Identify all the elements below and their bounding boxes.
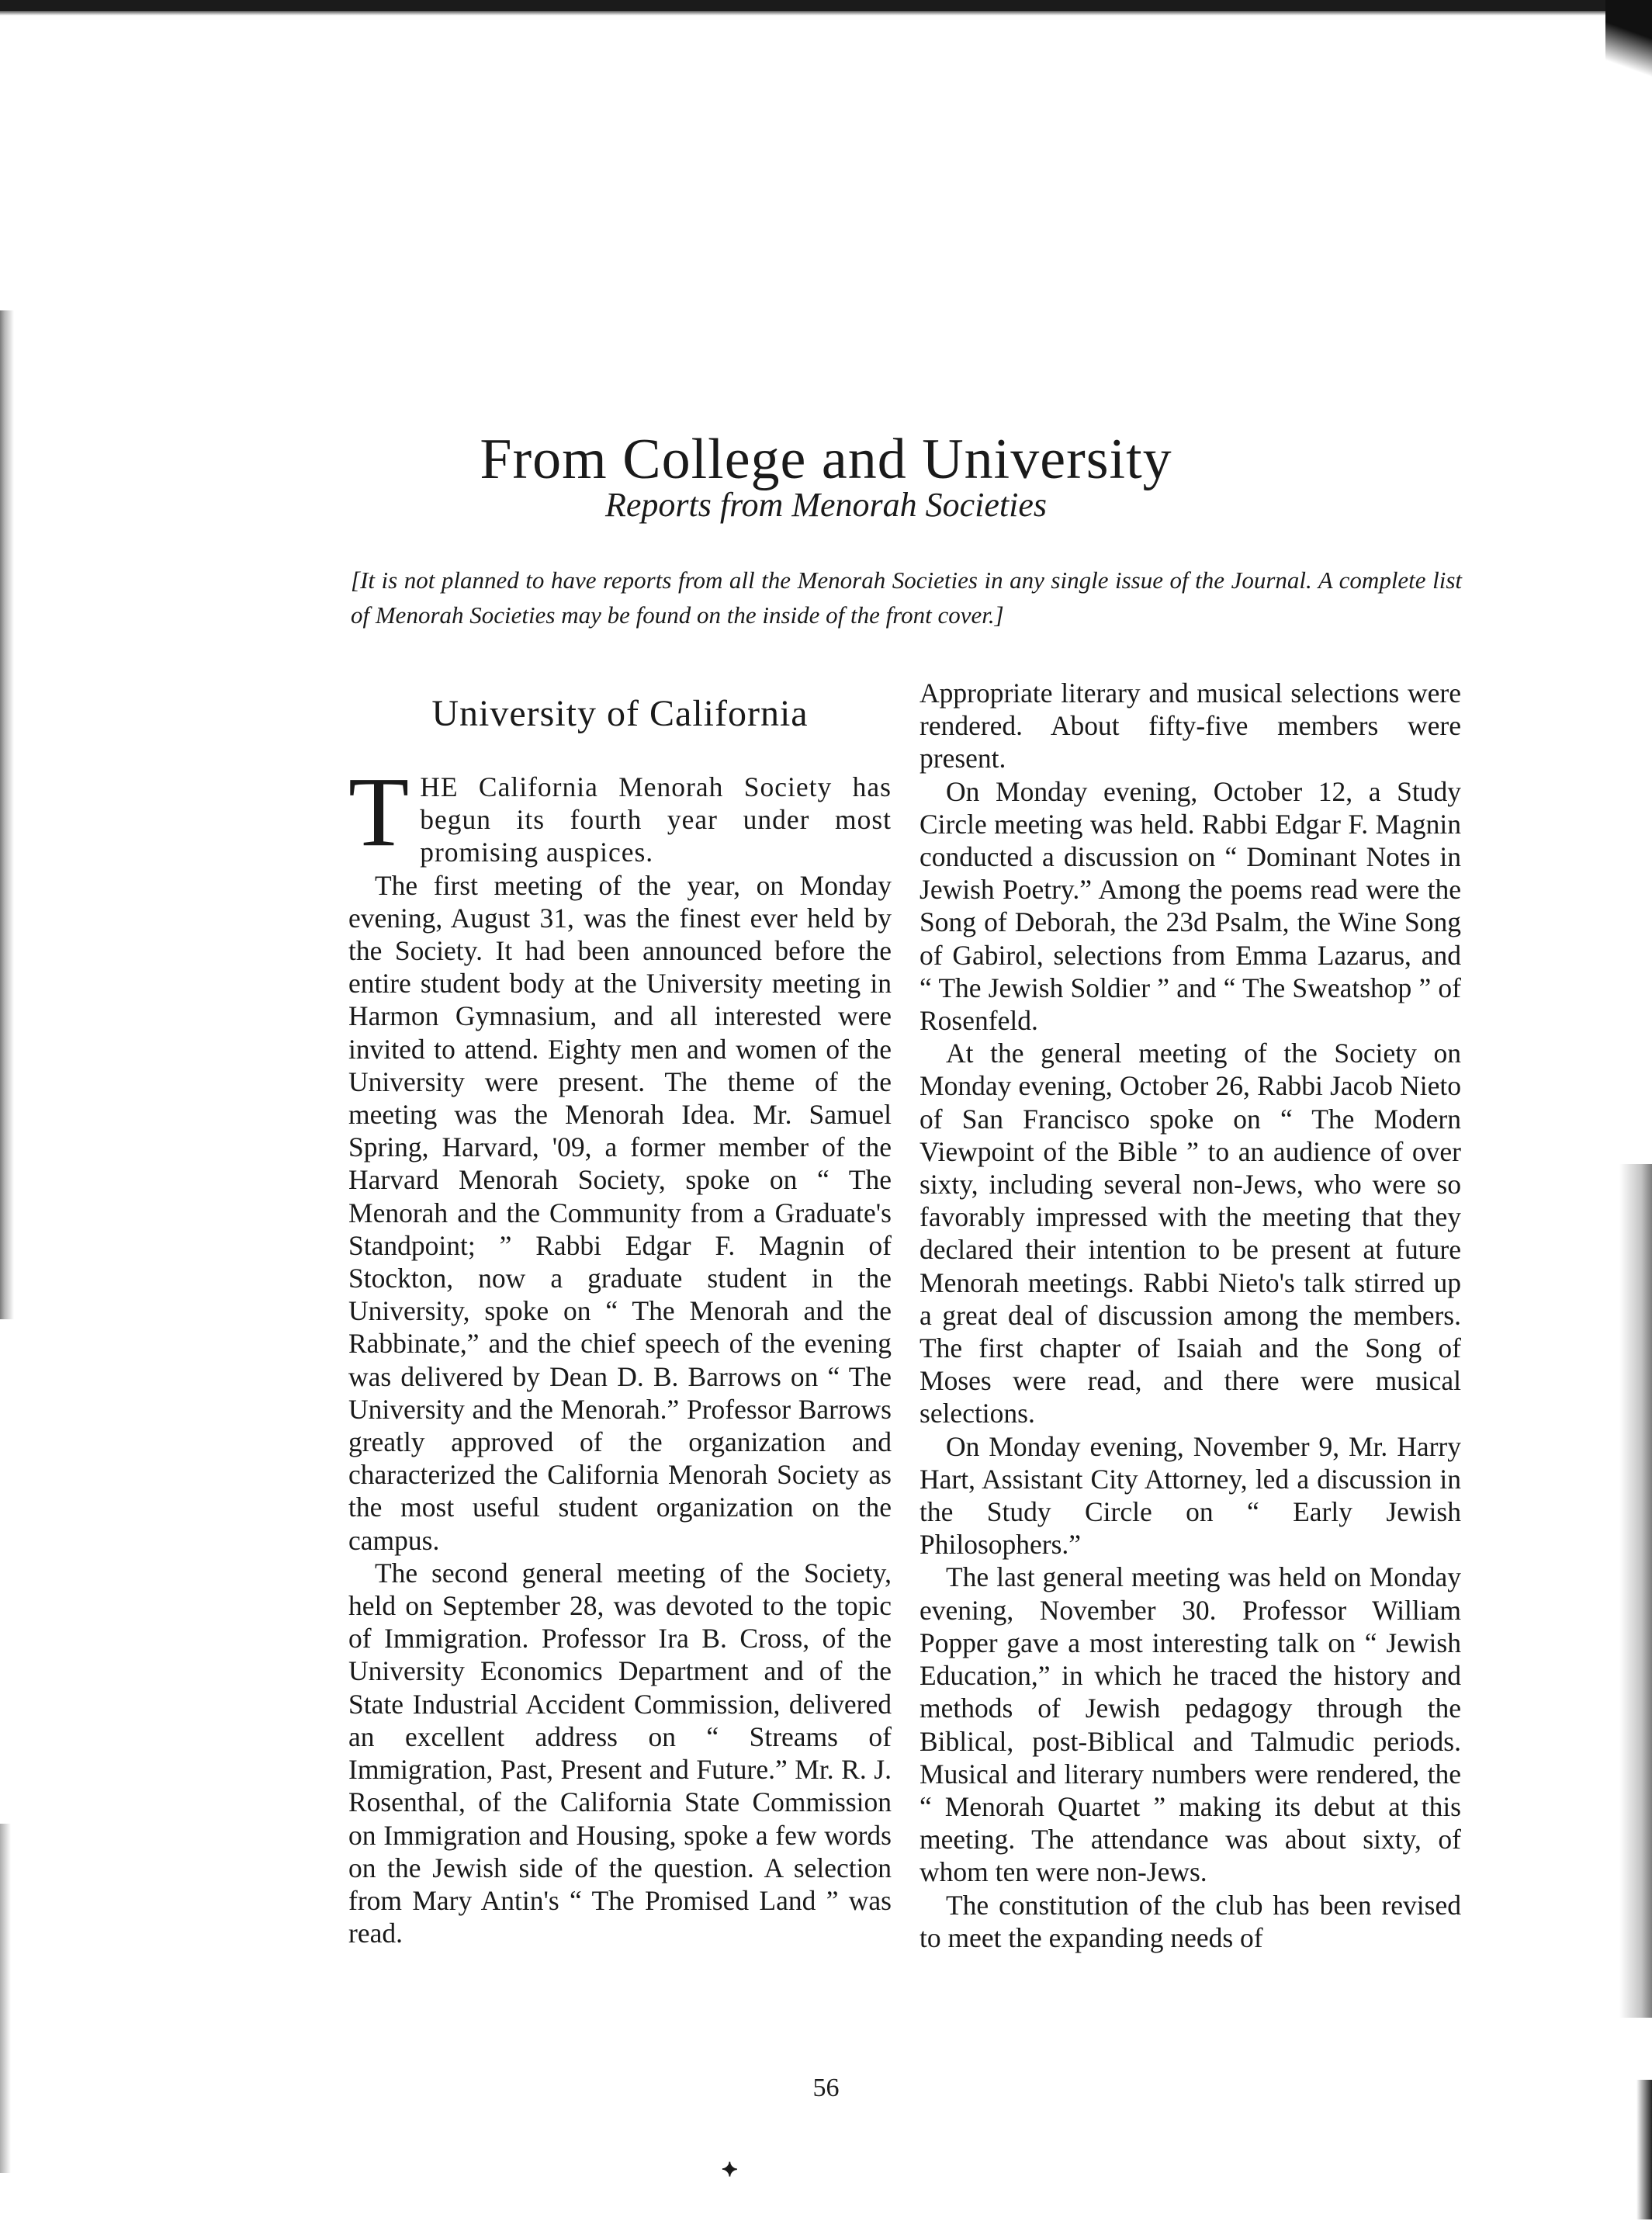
section-heading: University of California: [431, 693, 809, 734]
scan-left-edge-lower: [0, 1824, 11, 2173]
page-number: 56: [812, 2074, 840, 2102]
paragraph: Appropriate literary and musical selections were rendered. About fifty-five members were present.: [920, 677, 1461, 774]
paragraph: The first meeting of the year, on Monday evening, August 31, was the finest ever held by the Society. It had been announced before the entire student body at the University meeting in Harmon Gymnasium, and all interested were invited to attend. Eighty men and women of the University were present. The theme of the meeting was the Menorah Idea. Mr. Samuel Spring, Harvard, '09, a former member of the Harvard Menorah Society, spoke on “ The Menorah and the Community from a Graduate's Standpoint; ” Rabbi Edgar F. Magnin of Stockton, now a graduate student in the University, spoke on “ The Menorah and the Rabbinate,” and the chief speech of the evening was delivered by Dean D. B. Barrows on “ The University and the Menorah.” Professor Barrows greatly approved of the organization and characterized the California Menorah Society as the most useful student organization on the campus.: [348, 869, 892, 1556]
paragraph: On Monday evening, October 12, a Study Circle meeting was held. Rabbi Edgar F. Magnin conducted a discussion on “ Dominant Notes in Jewish Poetry.” Among the poems read were the Song of Deborah, the 23d Psalm, the Wine Song of Gabirol, selections from Emma Lazarus, and “ The Jewish Soldier ” and “ The Sweatshop ” of Rosenfeld.: [920, 775, 1461, 1037]
paragraph: The second general meeting of the Society, held on September 28, was devoted to the topic of Immigration. Professor Ira B. Cross, of the University Economics Department and of the State Industrial Accident Commission, delivered an excellent address on “ Streams of Immigration, Past, Present and Future.” Mr. R. J. Rosenthal, of the California State Commission on Immigration and Housing, spoke a few words on the Jewish side of the question. A selection from Mary Antin's “ The Promised Land ” was read.: [348, 1557, 892, 1949]
lead-text: HE California Menorah Society has begun its fourth year under most promising auspices.: [420, 771, 892, 868]
paragraph: The constitution of the club has been revised to meet the expanding needs of: [920, 1889, 1461, 1953]
paragraph: At the general meeting of the Society on Monday evening, October 26, Rabbi Jacob Nieto of San Francisco spoke on “ The Modern Viewpoint of the Bible ” to an audience of over sixty, including several non-Jews, who were so favorably impressed with the meeting that they declared their intention to be present at future Menorah meetings. Rabbi Nieto's talk stirred up a great deal of discussion among the members. The first chapter of Isaiah and the Song of Moses were read, and there were musical selections.: [920, 1038, 1461, 1429]
drop-cap: T: [348, 757, 410, 867]
page-title: From College and University: [480, 427, 1172, 491]
scan-corner-curl: [1605, 0, 1652, 93]
scan-right-edge: [1619, 1164, 1652, 2018]
left-column: [348, 757, 892, 1949]
scan-top-shadow: [0, 11, 1652, 16]
paragraph: The last general meeting was held on Monday evening, November 30. Professor William Popper gave a most interesting talk on “ Jewish Education,” in which he traced the history and methods of Jewish pedagogy through the Biblical, post-Biblical and Talmudic periods. Musical and literary numbers were rendered, the “ Menorah Quartet ” making its debut at this meeting. The attendance was about sixty, of whom ten were non-Jews.: [920, 1561, 1461, 1888]
page-subtitle: Reports from Menorah Societies: [604, 486, 1048, 524]
paragraph: On Monday evening, November 9, Mr. Harry Hart, Assistant City Attorney, led a discussion in the Study Circle on “ Early Jewish Philosophers.”: [920, 1430, 1461, 1561]
right-column: [920, 677, 1461, 1954]
ornament-icon: ⯌: [722, 2157, 739, 2181]
lead-paragraph: [348, 757, 892, 869]
editorial-note: [It is not planned to have reports from all the Menorah Societies in any single issue of the Journal. A complete list of Menorah Societies may be found on the inside of the front cover.]: [351, 567, 1462, 629]
scan-top-edge: [0, 0, 1652, 11]
